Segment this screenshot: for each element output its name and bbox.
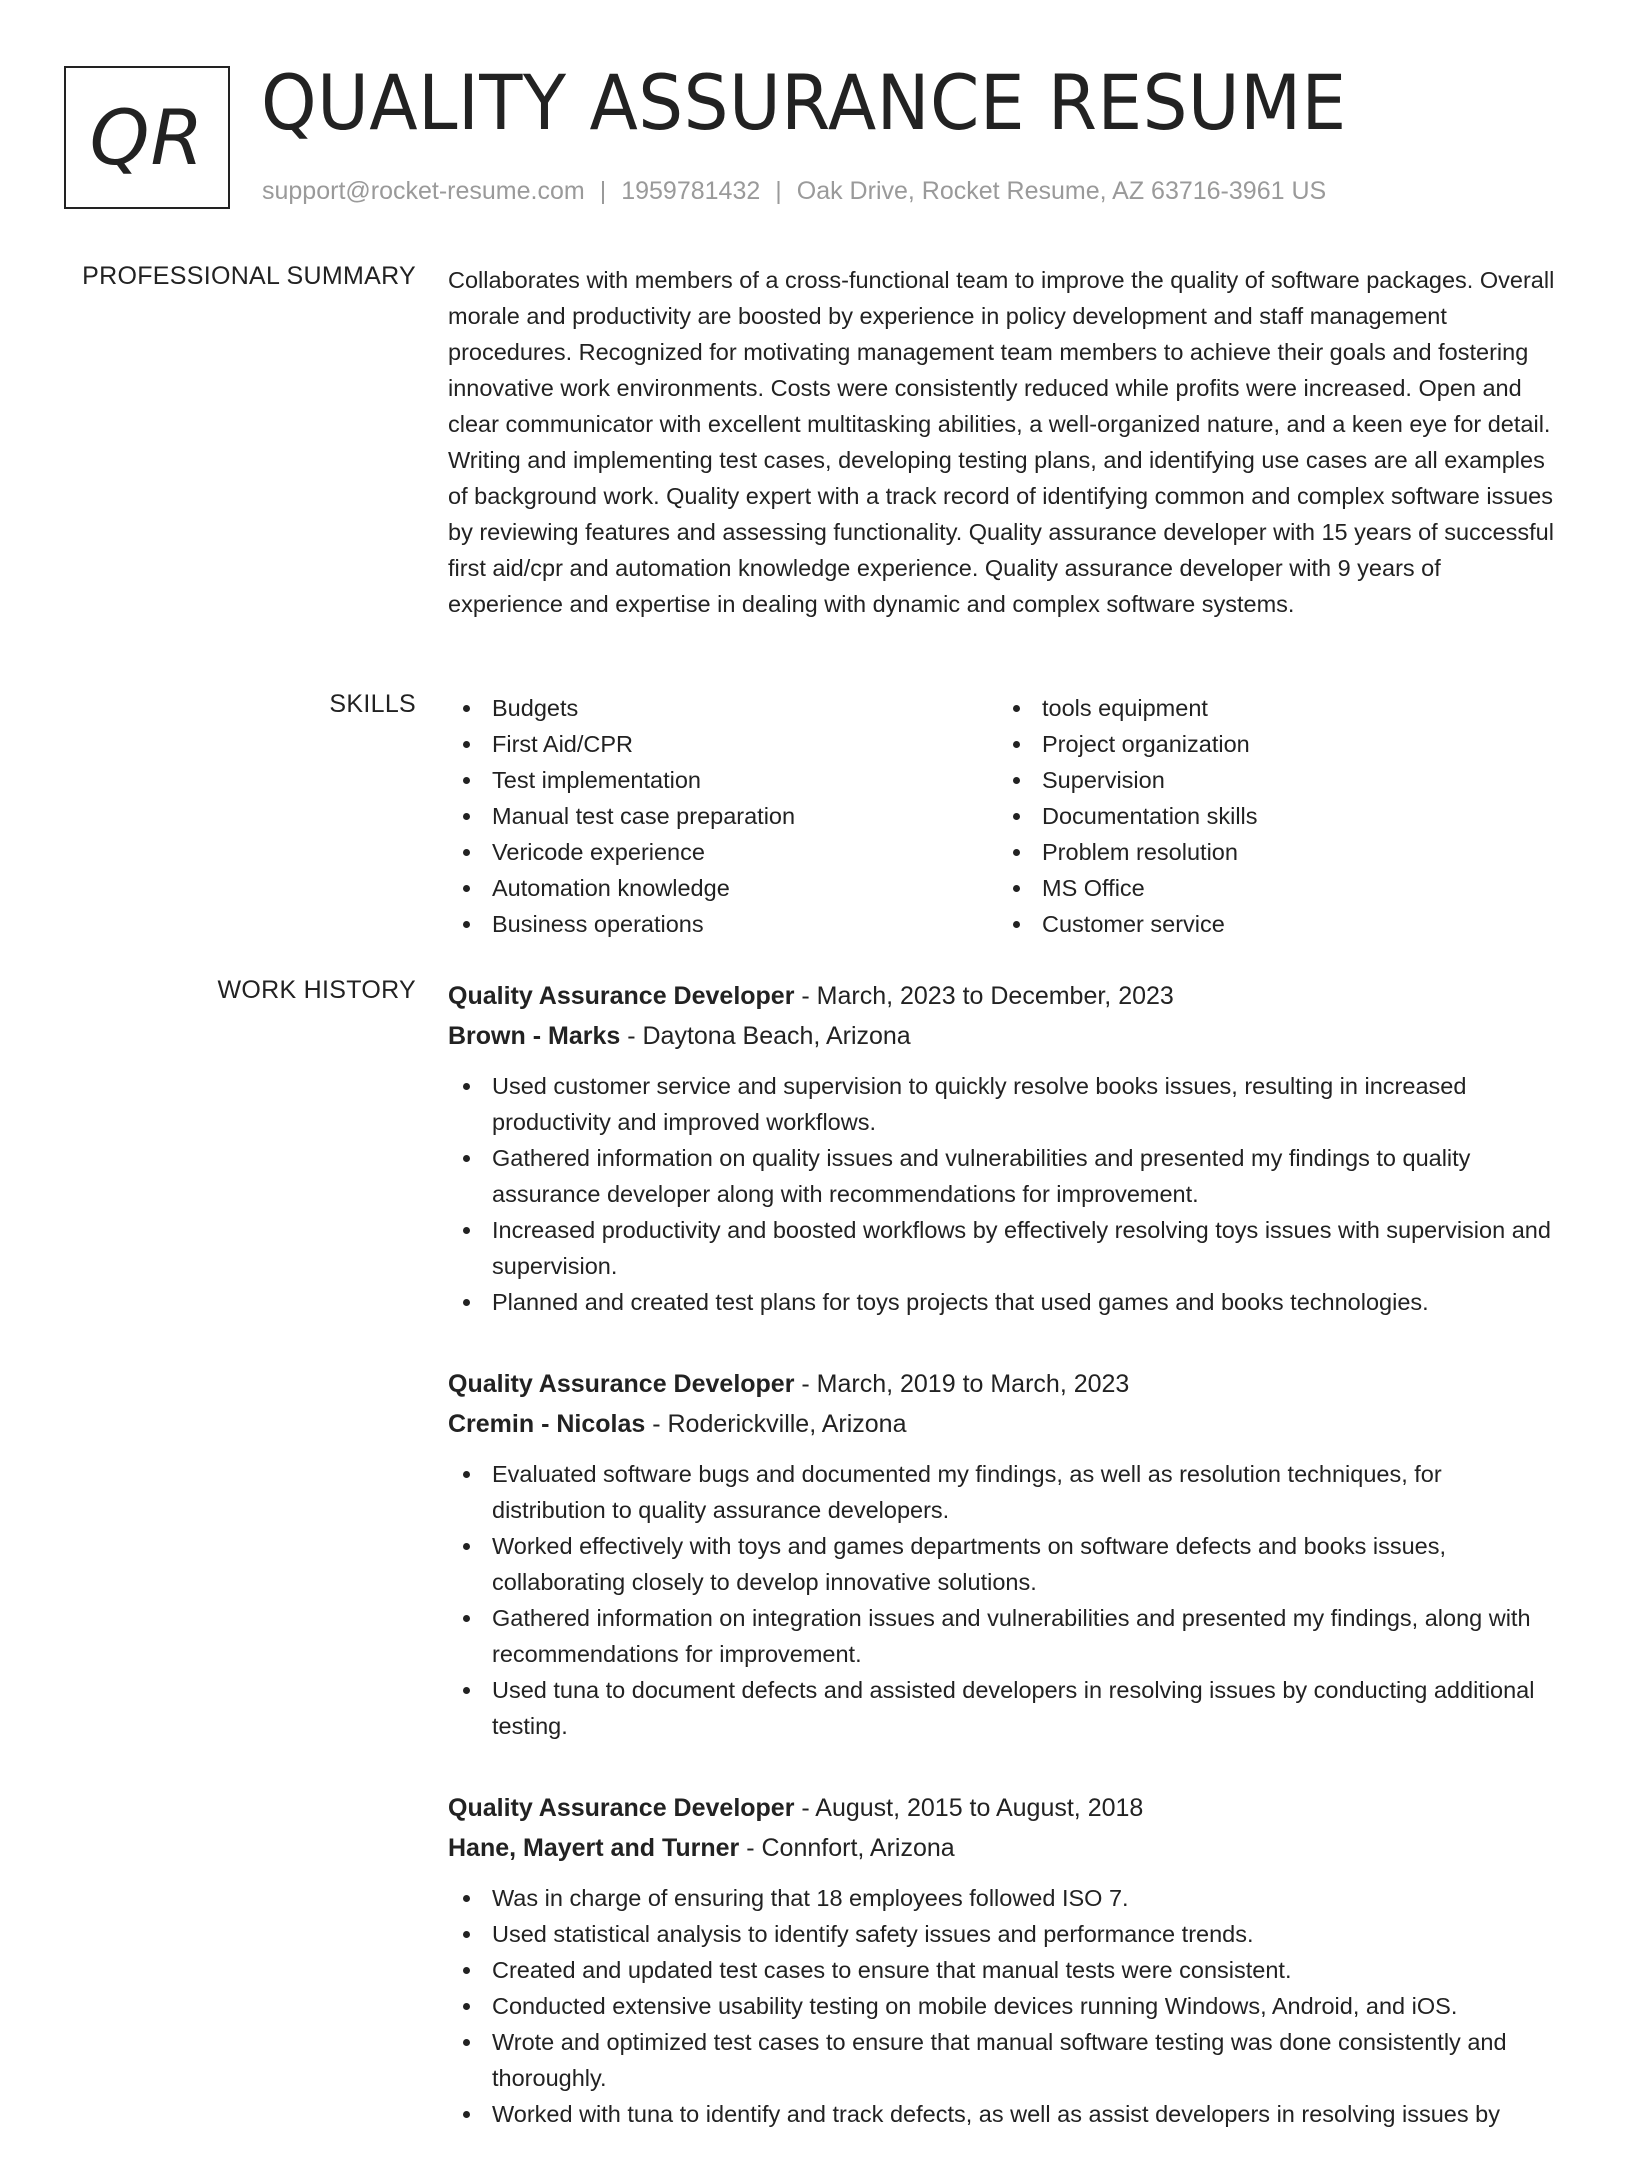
job-bullets — [448, 1456, 1560, 1744]
job-location: - Roderickville, Arizona — [645, 1410, 907, 1438]
job-title: Quality Assurance Developer — [448, 982, 795, 1010]
job-location: - Connfort, Arizona — [739, 1834, 955, 1862]
job-company: Cremin - Nicolas — [448, 1410, 646, 1438]
contact-address: Oak Drive, Rocket Resume, AZ 63716-3961 US — [796, 177, 1327, 205]
job-dates: - March, 2023 to December, 2023 — [794, 982, 1174, 1010]
job-bullets — [448, 1068, 1560, 1320]
skill-item: Customer service — [998, 906, 1548, 942]
job-dates: - August, 2015 to August, 2018 — [794, 1794, 1144, 1822]
contact-line — [262, 177, 1326, 206]
skill-item: MS Office — [998, 870, 1548, 906]
job-title: Quality Assurance Developer — [448, 1370, 795, 1398]
job-company: Hane, Mayert and Turner — [448, 1834, 740, 1862]
skill-item: Automation knowledge — [448, 870, 998, 906]
job-bullet: Was in charge of ensuring that 18 employees followed ISO 7. — [448, 1880, 1560, 1916]
job-location: - Daytona Beach, Arizona — [620, 1022, 911, 1050]
job-company: Brown - Marks — [448, 1022, 621, 1050]
job-bullet: Worked effectively with toys and games departments on software defects and books issues, collaborating closely to develop innovative solutions. — [448, 1528, 1560, 1600]
contact-separator: | — [599, 177, 607, 205]
contact-email[interactable]: support@rocket-resume.com — [262, 177, 585, 205]
job-company-line — [448, 1404, 1560, 1444]
job-bullet: Wrote and optimized test cases to ensure that manual software testing was done consistently and thoroughly. — [448, 2024, 1560, 2096]
job-title-line — [448, 976, 1560, 1016]
job-bullet: Evaluated software bugs and documented my findings, as well as resolution techniques, for distribution to quality assurance developers. — [448, 1456, 1560, 1528]
skill-item: Project organization — [998, 726, 1548, 762]
contact-phone[interactable]: 1959781432 — [621, 177, 761, 205]
skill-item: Business operations — [448, 906, 998, 942]
skill-item: First Aid/CPR — [448, 726, 998, 762]
job-bullet: Planned and created test plans for toys projects that used games and books technologies. — [448, 1284, 1560, 1320]
job-bullet: Created and updated test cases to ensure that manual tests were consistent. — [448, 1952, 1560, 1988]
skill-item: Documentation skills — [998, 798, 1548, 834]
skill-item: Budgets — [448, 690, 998, 726]
skills-column-right — [998, 690, 1548, 942]
section-label-summary: PROFESSIONAL SUMMARY — [82, 262, 416, 290]
job-dates: - March, 2019 to March, 2023 — [794, 1370, 1130, 1398]
job-bullet: Used customer service and supervision to quickly resolve books issues, resulting in increased productivity and improved workflows. — [448, 1068, 1560, 1140]
skills-list — [448, 690, 1560, 942]
skill-item: Vericode experience — [448, 834, 998, 870]
job-entry — [448, 1364, 1560, 1744]
job-bullet: Conducted extensive usability testing on mobile devices running Windows, Android, and iOS. — [448, 1988, 1560, 2024]
job-bullets — [448, 1880, 1560, 2132]
monogram-logo: QR — [64, 66, 230, 209]
job-company-line — [448, 1828, 1560, 1868]
job-title: Quality Assurance Developer — [448, 1794, 795, 1822]
skill-item: Supervision — [998, 762, 1548, 798]
summary-text: Collaborates with members of a cross-functional team to improve the quality of software packages. Overall morale and productivity are boosted by experience in policy development and staff management procedures. Recognized for motivating management team members to achieve their goals and fostering innovative work environments. Costs were consistently reduced while profits were increased. Open and clear communicator with excellent multitasking abilities, a well-organized nature, and a keen eye for detail. Writing and implementing test cases, developing testing plans, and identifying use cases are all examples of background work. Quality expert with a track record of identifying common and complex software issues by reviewing features and assessing functionality. Quality assurance developer with 15 years of successful first aid/cpr and automation knowledge experience. Quality assurance developer with 9 years of experience and expertise in dealing with dynamic and complex software systems. — [448, 267, 1555, 617]
skills-column-left — [448, 690, 998, 942]
resume-title: QUALITY ASSURANCE RESUME — [261, 58, 1347, 147]
skill-item: Problem resolution — [998, 834, 1548, 870]
job-title-line — [448, 1364, 1560, 1404]
job-entry — [448, 976, 1560, 1320]
section-label-skills: SKILLS — [329, 690, 416, 718]
job-bullet: Gathered information on quality issues and vulnerabilities and presented my findings to quality assurance developer along with recommendations for improvement. — [448, 1140, 1560, 1212]
skill-item: Manual test case preparation — [448, 798, 998, 834]
resume-header — [0, 0, 1632, 230]
skill-item: Test implementation — [448, 762, 998, 798]
job-company-line — [448, 1016, 1560, 1056]
section-label-work: WORK HISTORY — [217, 976, 416, 1004]
work-history-list — [448, 976, 1560, 2176]
job-bullet: Used tuna to document defects and assisted developers in resolving issues by conducting additional testing. — [448, 1672, 1560, 1744]
job-bullet: Used statistical analysis to identify safety issues and performance trends. — [448, 1916, 1560, 1952]
contact-separator: | — [775, 177, 782, 205]
skill-item: tools equipment — [998, 690, 1548, 726]
job-title-line — [448, 1788, 1560, 1828]
job-entry — [448, 1788, 1560, 2132]
job-bullet: Worked with tuna to identify and track defects, as well as assist developers in resolving issues by — [448, 2096, 1560, 2132]
job-bullet: Increased productivity and boosted workflows by effectively resolving toys issues with supervision and supervision. — [448, 1212, 1560, 1284]
job-bullet: Gathered information on integration issues and vulnerabilities and presented my findings, along with recommendations for improvement. — [448, 1600, 1560, 1672]
